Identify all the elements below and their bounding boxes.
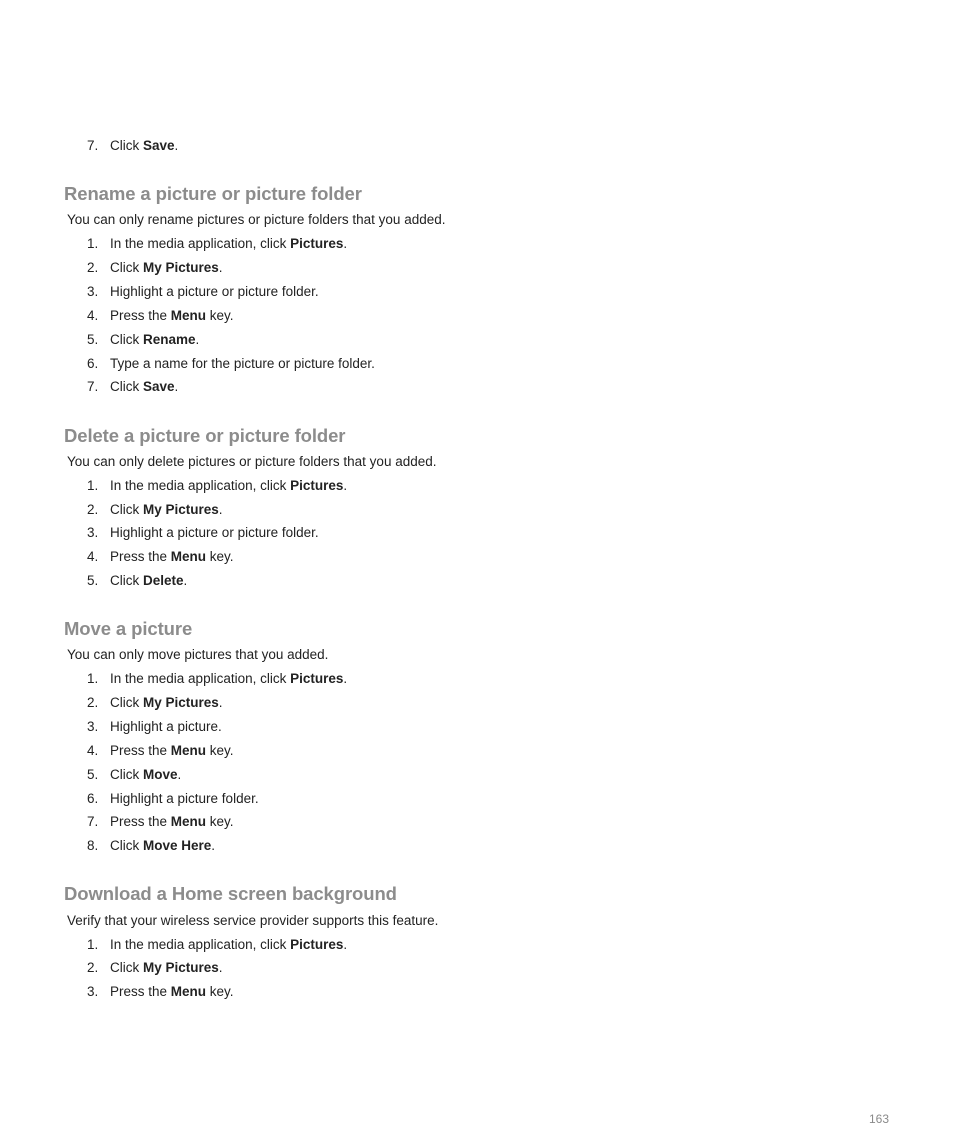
step-text: Click Save.: [110, 379, 179, 394]
step-text: Click My Pictures.: [110, 960, 223, 975]
step-text: In the media application, click Pictures.: [110, 478, 348, 493]
step-text: Click Move.: [110, 767, 182, 782]
step-number: 8.: [87, 838, 99, 853]
section-intro-rename: You can only rename pictures or picture folders that you added.: [67, 212, 446, 227]
step-text: Click Move Here.: [110, 838, 216, 853]
step-number: 4.: [87, 308, 99, 323]
section-intro-move: You can only move pictures that you added.: [67, 647, 329, 662]
step-number: 2.: [87, 695, 99, 710]
section-heading-delete: Delete a picture or picture folder: [64, 425, 346, 446]
step-number: 2.: [87, 960, 99, 975]
step-number: 7.: [87, 138, 99, 153]
step-text: Highlight a picture folder.: [110, 791, 259, 806]
section-heading-rename: Rename a picture or picture folder: [64, 183, 362, 204]
step-number: 4.: [87, 549, 99, 564]
step-number: 1.: [87, 937, 99, 952]
step-text: Click My Pictures.: [110, 695, 223, 710]
step-text: Press the Menu key.: [110, 308, 234, 323]
step-number: 1.: [87, 478, 99, 493]
step-number: 5.: [87, 573, 99, 588]
step-text: Press the Menu key.: [110, 984, 234, 999]
step-number: 7.: [87, 379, 99, 394]
step-number: 2.: [87, 502, 99, 517]
section-intro-download: Verify that your wireless service provider supports this feature.: [67, 913, 439, 928]
step-text: Type a name for the picture or picture folder.: [110, 356, 375, 371]
step-number: 5.: [87, 332, 99, 347]
step-text: Highlight a picture or picture folder.: [110, 525, 319, 540]
step-number: 7.: [87, 814, 99, 829]
step-text: Click Delete.: [110, 573, 188, 588]
step-number: 5.: [87, 767, 99, 782]
section-heading-move: Move a picture: [64, 618, 193, 639]
step-text: In the media application, click Pictures.: [110, 671, 348, 686]
step-text: Click My Pictures.: [110, 502, 223, 517]
step-text: Press the Menu key.: [110, 549, 234, 564]
step-number: 4.: [87, 743, 99, 758]
section-intro-delete: You can only delete pictures or picture folders that you added.: [67, 454, 437, 469]
step-text: Highlight a picture.: [110, 719, 222, 734]
step-text: Click Rename.: [110, 332, 200, 347]
step-number: 1.: [87, 236, 99, 251]
step-text: Highlight a picture or picture folder.: [110, 284, 319, 299]
step-number: 3.: [87, 525, 99, 540]
step-text: Click Save.: [110, 138, 179, 153]
step-text: In the media application, click Pictures.: [110, 236, 348, 251]
step-number: 2.: [87, 260, 99, 275]
step-number: 3.: [87, 719, 99, 734]
step-text: Press the Menu key.: [110, 814, 234, 829]
page-number: 163: [869, 1112, 890, 1126]
step-text: Click My Pictures.: [110, 260, 223, 275]
step-number: 3.: [87, 984, 99, 999]
section-heading-download: Download a Home screen background: [64, 883, 397, 904]
step-text: Press the Menu key.: [110, 743, 234, 758]
step-number: 1.: [87, 671, 99, 686]
step-number: 6.: [87, 356, 99, 371]
step-text: In the media application, click Pictures.: [110, 937, 348, 952]
step-number: 6.: [87, 791, 99, 806]
step-number: 3.: [87, 284, 99, 299]
